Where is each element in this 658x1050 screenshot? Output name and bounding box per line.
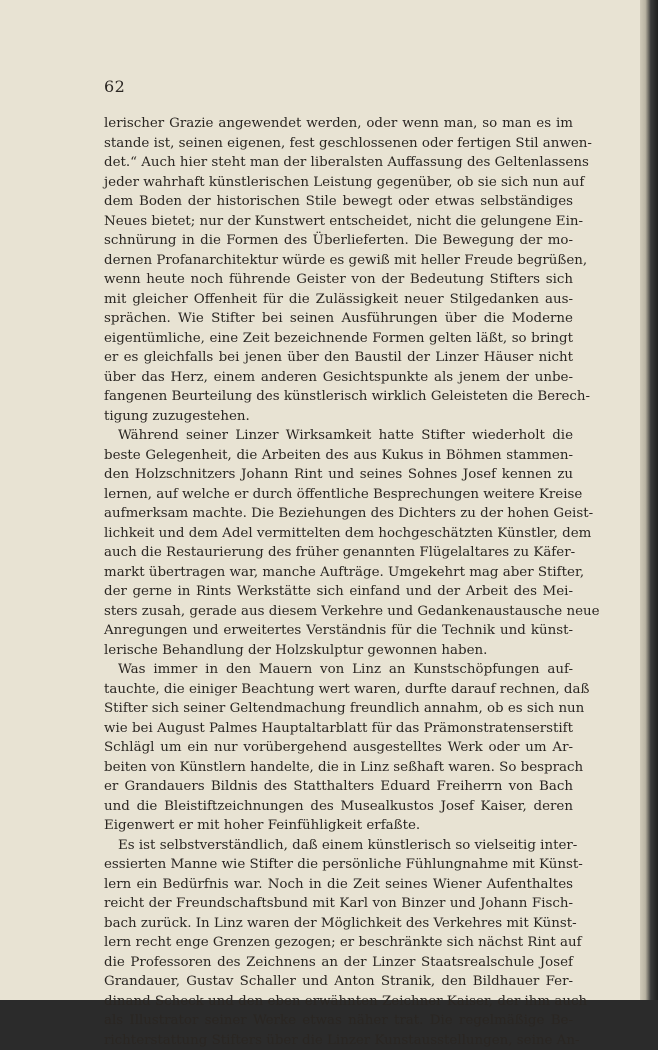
page-edge (640, 0, 658, 1000)
text-line: er es gleichfalls bei jenen über den Baustil der Linzer Häuser nicht (104, 348, 573, 368)
text-line: essierten Manne wie Stifter die persönliche Fühlungnahme mit Künst- (104, 855, 573, 875)
text-line: Anregungen und erweitertes Verständnis für die Technik und künst- (104, 621, 573, 641)
text-line: der gerne in Rints Werkstätte sich einfand und der Arbeit des Mei- (104, 582, 573, 602)
text-line: dernen Profanarchitektur würde es gewiß mit heller Freude begrüßen, (104, 251, 573, 271)
text-line: er Grandauers Bildnis des Statthalters Eduard Freiherrn von Bach (104, 777, 573, 797)
text-line: Neues bietet; nur der Kunstwert entscheidet, nicht die gelungene Ein- (104, 212, 573, 232)
text-line: reicht der Freundschaftsbund mit Karl von Binzer und Johann Fisch- (104, 894, 573, 914)
text-line: lerischer Grazie angewendet werden, oder wenn man, so man es im (104, 114, 573, 134)
text-line: dinand Scheck und den eben erwähnten Zeichner Kaiser, der ihm auch (104, 992, 573, 1012)
text-line: lerische Behandlung der Holzskulptur gewonnen haben. (104, 641, 573, 661)
text-line: die Professoren des Zeichnens an der Linzer Staatsrealschule Josef (104, 953, 573, 973)
text-line: schnürung in die Formen des Überlieferten. Die Bewegung der mo- (104, 231, 573, 251)
text-line: beiten von Künstlern handelte, die in Linz seßhaft waren. So besprach (104, 758, 573, 778)
text-line: Was immer in den Mauern von Linz an Kunstschöpfungen auf- (104, 660, 573, 680)
text-line: bach zurück. In Linz waren der Möglichkeit des Verkehres mit Künst- (104, 914, 573, 934)
text-line: Grandauer, Gustav Schaller und Anton Stranik, den Bildhauer Fer- (104, 972, 573, 992)
body-text (104, 114, 573, 1050)
text-line: Eigenwert er mit hoher Feinfühligkeit erfaßte. (104, 816, 573, 836)
text-line: lichkeit und dem Adel vermittelten dem hochgeschätzten Künstler, dem (104, 524, 573, 544)
text-line: als Illustrator seiner Werke etwas näher trat. Die regelmäßige Be- (104, 1011, 573, 1031)
text-line: eigentümliche, eine Zeit bezeichnende Formen gelten läßt, so bringt (104, 329, 573, 349)
page-number: 62 (104, 77, 125, 96)
text-line: tauchte, die einiger Beachtung wert waren, durfte darauf rechnen, daß (104, 680, 573, 700)
text-line: Während seiner Linzer Wirksamkeit hatte Stifter wiederholt die (104, 426, 573, 446)
text-line: sprächen. Wie Stifter bei seinen Ausführungen über die Moderne (104, 309, 573, 329)
text-line: Stifter sich seiner Geltendmachung freundlich annahm, ob es sich nun (104, 699, 573, 719)
text-line: lern recht enge Grenzen gezogen; er beschränkte sich nächst Rint auf (104, 933, 573, 953)
text-line: tigung zuzugestehen. (104, 407, 573, 427)
text-line: beste Gelegenheit, die Arbeiten des aus Kukus in Böhmen stammen- (104, 446, 573, 466)
text-line: mit gleicher Offenheit für die Zulässigkeit neuer Stilgedanken aus- (104, 290, 573, 310)
text-line: aufmerksam machte. Die Beziehungen des Dichters zu der hohen Geist- (104, 504, 573, 524)
text-line: wie bei August Palmes Hauptaltarblatt für das Prämonstratenserstift (104, 719, 573, 739)
text-line: Schlägl um ein nur vorübergehend ausgestelltes Werk oder um Ar- (104, 738, 573, 758)
text-line: und die Bleistiftzeichnungen des Musealkustos Josef Kaiser, deren (104, 797, 573, 817)
text-line: Es ist selbstverständlich, daß einem künstlerisch so vielseitig inter- (104, 836, 573, 856)
text-line: fangenen Beurteilung des künstlerisch wirklich Geleisteten die Berech- (104, 387, 573, 407)
text-line: jeder wahrhaft künstlerischen Leistung gegenüber, ob sie sich nun auf (104, 173, 573, 193)
text-line: wenn heute noch führende Geister von der Bedeutung Stifters sich (104, 270, 573, 290)
text-line: auch die Restaurierung des früher genannten Flügelaltares zu Käfer- (104, 543, 573, 563)
text-line: markt übertragen war, manche Aufträge. Umgekehrt mag aber Stifter, (104, 563, 573, 583)
text-line: sters zusah, gerade aus diesem Verkehre und Gedankenaustausche neue (104, 602, 573, 622)
text-line: richterstattung Stifters über die Linzer Kunstausstellungen, seine An- (104, 1031, 573, 1050)
text-line: lern ein Bedürfnis war. Noch in die Zeit seines Wiener Aufenthaltes (104, 875, 573, 895)
text-line: über das Herz, einem anderen Gesichtspunkte als jenem der unbe- (104, 368, 573, 388)
text-line: lernen, auf welche er durch öffentliche Besprechungen weitere Kreise (104, 485, 573, 505)
text-line: det.“ Auch hier steht man der liberalsten Auffassung des Geltenlassens (104, 153, 573, 173)
text-line: den Holzschnitzers Johann Rint und seines Sohnes Josef kennen zu (104, 465, 573, 485)
text-line: dem Boden der historischen Stile bewegt oder etwas selbständiges (104, 192, 573, 212)
text-line: stande ist, seinen eigenen, fest geschlossenen oder fertigen Stil anwen- (104, 134, 573, 154)
